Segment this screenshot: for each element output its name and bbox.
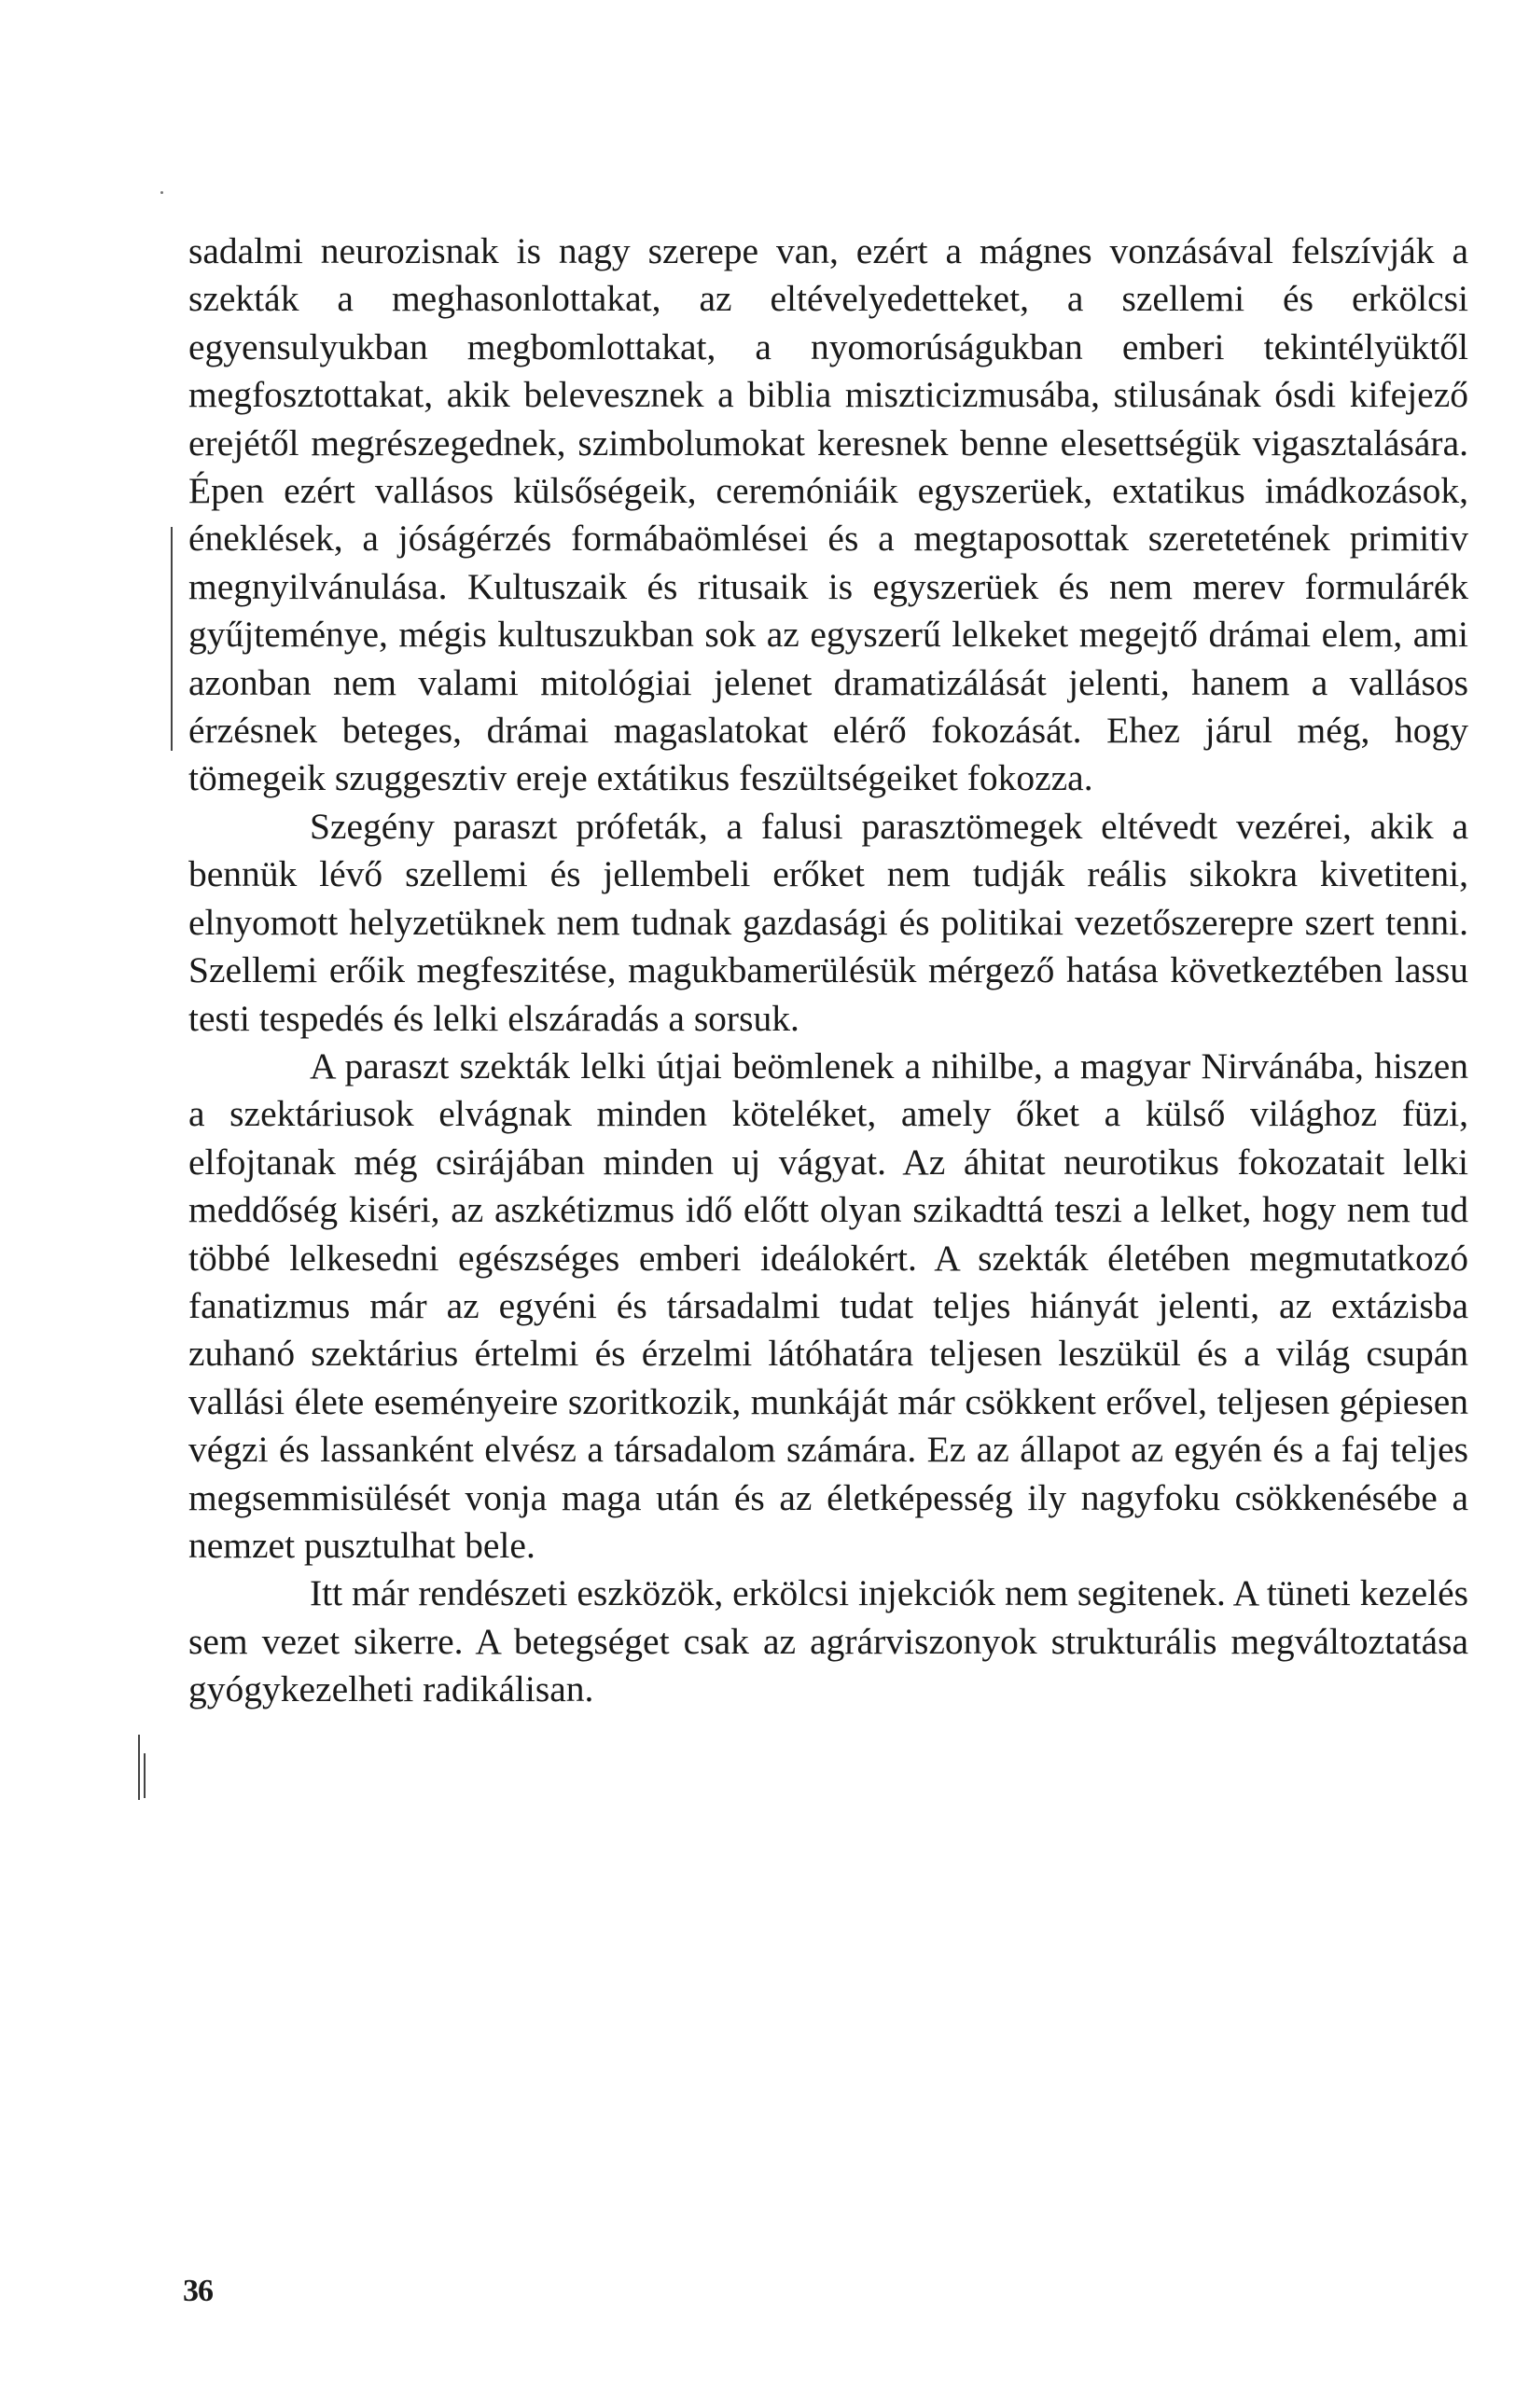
paragraph-continuation: sadalmi neurozisnak is nagy szerepe van, ezért a mágnes vonzásával felszívják a szekták a meghasonlottakat, az eltévelyedetteket, a szellemi és erkölcsi egyensulyukban megbomlottakat, a nyomorúságukban emberi tekintélyüktől megfosztottakat, akik belevesznek a biblia miszticizmusába, stilusának ósdi kifejező erejétől megrészegednek, szimbolumokat keresnek benne elesettségük vigasztalására. Épen ezért vallásos külsőségeik, ceremóniáik egyszerüek, extatikus imádkozások, éneklések, a jóságérzés formábaömlései és a megtaposottak szeretetének primitiv megnyilvánulása. Kultuszaik és ritusaik is egyszerüek és nem merev formulárék gyűjteménye, mégis kultuszukban sok az egyszerű lelkeket megejtő drámai elem, ami azonban nem valami mitológiai jelenet dramatizálását jelenti, hanem a vallásos érzésnek beteges, drámai magaslatokat elérő fokozását. Ehez járul még, hogy tömegeik szuggesztiv ereje extátikus feszültségeiket fokozza. [188, 230, 1468, 799]
paragraph-sect-paths: A paraszt szekták lelki útjai beömlenek a nihilbe, a magyar Nirvánába, hiszen a szektáriusok elvágnak minden köteléket, amely őket a külső világhoz füzi, elfojtanak még csirájában minden uj vágyat. Az áhitat neurotikus fokozatait lelki meddőség kiséri, az aszkétizmus idő előtt olyan szikadttá teszi a lelket, hogy nem tud többé lelkesedni egészséges emberi ideálokért. A szekták életében megmutatkozó fanatizmus már az egyéni és társadalmi tudat teljes hiányát jelenti, az extázisba zuhanó szektárius értelmi és érzelmi látóhatára teljesen leszükül és a világ csupán vallási élete eseményeire szoritkozik, munkáját már csökkent erővel, teljesen gépiesen végzi és lassanként elvész a társadalom számára. Ez az állapot az egyén és a faj teljes megsemmisülését vonja maga után és az életképesség ily nagyfoku csökkenésébe a nemzet pusztulhat bele. [188, 1045, 1468, 1566]
margin-pencil-mark [171, 527, 173, 751]
paragraph-conclusion: Itt már rendészeti eszközök, erkölcsi injekciók nem segitenek. A tüneti kezelés sem vezet sikerre. A betegséget csak az agrárviszonyok strukturális megváltoztatása gyógykezelheti radikálisan. [188, 1572, 1468, 1710]
margin-pencil-mark [138, 1735, 140, 1800]
body-text [188, 228, 1468, 1714]
paragraph-prophets: Szegény paraszt prófeták, a falusi parasztömegek eltévedt vezérei, akik a bennük lévő szellemi és jellembeli erőket nem tudják reális sikokra kivetiteni, elnyomott helyzetüknek nem tudnak gazdasági és politikai vezetőszerepre szert tenni. Szellemi erőik megfeszitése, magukbamerülésük mérgező hatása következtében lassu testi tespedés és lelki elszáradás a sorsuk. [188, 805, 1468, 1039]
ink-speck [160, 191, 163, 194]
margin-pencil-mark [144, 1753, 146, 1798]
page-number: 36 [183, 2274, 213, 2308]
